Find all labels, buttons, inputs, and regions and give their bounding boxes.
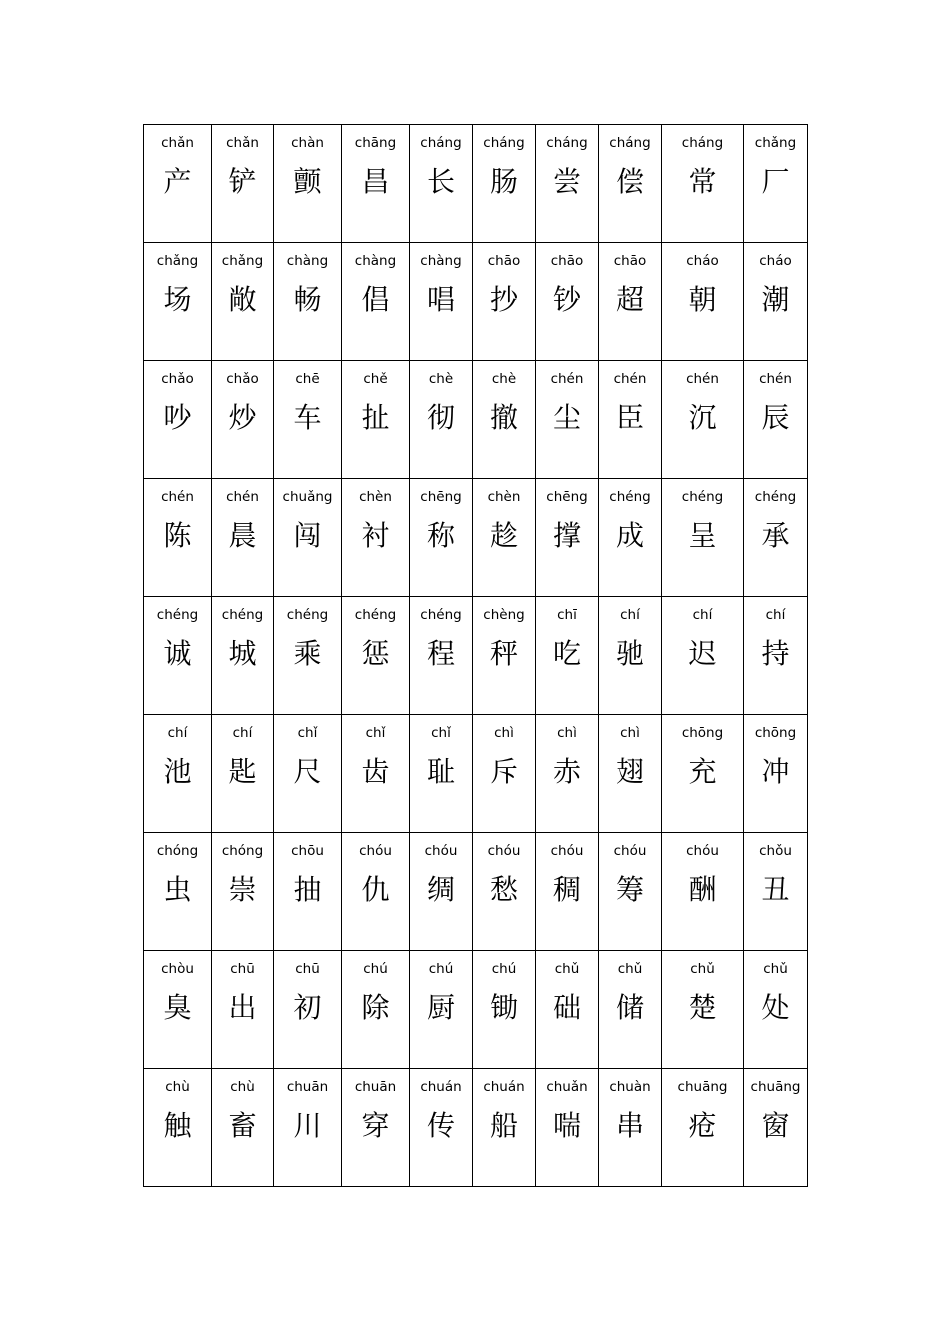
character-cell bbox=[410, 597, 473, 715]
hanzi-character: 趁 bbox=[489, 519, 518, 552]
character-cell bbox=[536, 361, 599, 479]
hanzi-character: 颤 bbox=[293, 165, 322, 198]
pinyin-label: chǔ bbox=[763, 961, 788, 977]
pinyin-label: chū bbox=[295, 961, 320, 977]
hanzi-character: 辰 bbox=[761, 401, 790, 434]
pinyin-label: chéng bbox=[754, 489, 797, 505]
hanzi-character: 晨 bbox=[228, 519, 257, 552]
hanzi-character: 成 bbox=[615, 519, 644, 552]
character-cell bbox=[536, 715, 599, 833]
pinyin-label: cháng bbox=[546, 135, 588, 151]
hanzi-character: 厨 bbox=[426, 991, 455, 1024]
character-cell bbox=[473, 833, 536, 951]
character-cell bbox=[473, 361, 536, 479]
pinyin-label: chǎng bbox=[156, 253, 199, 269]
pinyin-label: chèn bbox=[359, 489, 392, 505]
hanzi-character: 池 bbox=[163, 755, 192, 788]
pinyin-label: chǎo bbox=[226, 371, 259, 387]
pinyin-label: chù bbox=[165, 1079, 190, 1095]
hanzi-character: 呈 bbox=[688, 519, 717, 552]
character-cell bbox=[536, 243, 599, 361]
hanzi-character: 扯 bbox=[361, 401, 390, 434]
hanzi-character: 肠 bbox=[489, 165, 518, 198]
hanzi-character: 场 bbox=[163, 283, 192, 316]
hanzi-character: 储 bbox=[615, 991, 644, 1024]
character-cell bbox=[473, 597, 536, 715]
hanzi-character: 抄 bbox=[489, 283, 518, 316]
character-cell bbox=[342, 243, 410, 361]
hanzi-character: 城 bbox=[228, 637, 257, 670]
character-cell bbox=[599, 597, 662, 715]
pinyin-label: chū bbox=[230, 961, 255, 977]
character-cell bbox=[274, 125, 342, 243]
pinyin-label: chèng bbox=[483, 607, 525, 623]
hanzi-character: 船 bbox=[489, 1109, 518, 1142]
character-cell bbox=[599, 125, 662, 243]
character-cell bbox=[342, 833, 410, 951]
character-cell bbox=[744, 951, 808, 1069]
character-cell bbox=[473, 951, 536, 1069]
grid-row bbox=[144, 125, 808, 243]
character-cell bbox=[662, 361, 744, 479]
pinyin-label: cháng bbox=[483, 135, 525, 151]
character-cell bbox=[662, 1069, 744, 1187]
hanzi-character: 敞 bbox=[228, 283, 257, 316]
grid-body bbox=[144, 125, 808, 1187]
character-cell bbox=[144, 951, 212, 1069]
pinyin-label: chǎo bbox=[161, 371, 194, 387]
pinyin-label: chéng bbox=[420, 607, 462, 623]
hanzi-character: 畅 bbox=[293, 283, 322, 316]
character-cell bbox=[744, 361, 808, 479]
hanzi-character: 潮 bbox=[761, 283, 790, 316]
character-cell bbox=[473, 715, 536, 833]
pinyin-label: chén bbox=[613, 371, 647, 387]
hanzi-character: 充 bbox=[688, 755, 717, 788]
hanzi-character: 撤 bbox=[489, 401, 518, 434]
hanzi-character: 持 bbox=[761, 637, 790, 670]
pinyin-label: chǎng bbox=[221, 253, 264, 269]
pinyin-label: chí bbox=[692, 607, 713, 623]
hanzi-character: 长 bbox=[426, 165, 455, 198]
pinyin-label: chè bbox=[491, 371, 517, 387]
hanzi-character: 筹 bbox=[615, 873, 644, 906]
character-cell bbox=[410, 715, 473, 833]
hanzi-character: 抽 bbox=[293, 873, 322, 906]
character-cell bbox=[599, 361, 662, 479]
pinyin-label: chú bbox=[363, 961, 388, 977]
hanzi-character: 倡 bbox=[361, 283, 390, 316]
pinyin-label: chú bbox=[491, 961, 517, 977]
character-cell bbox=[599, 1069, 662, 1187]
character-cell bbox=[144, 243, 212, 361]
hanzi-character: 昌 bbox=[361, 165, 390, 198]
hanzi-character: 唱 bbox=[426, 283, 455, 316]
hanzi-character: 除 bbox=[361, 991, 390, 1024]
pinyin-label: chóu bbox=[686, 843, 719, 859]
hanzi-character: 匙 bbox=[228, 755, 257, 788]
character-cell bbox=[599, 479, 662, 597]
character-cell bbox=[212, 1069, 274, 1187]
grid-row bbox=[144, 951, 808, 1069]
character-cell bbox=[212, 597, 274, 715]
hanzi-character: 臭 bbox=[163, 991, 192, 1024]
character-cell bbox=[342, 125, 410, 243]
character-cell bbox=[473, 125, 536, 243]
character-cell bbox=[274, 597, 342, 715]
character-cell bbox=[212, 833, 274, 951]
pinyin-label: chì bbox=[494, 725, 514, 741]
pinyin-label: chuán bbox=[483, 1079, 525, 1095]
pinyin-label: chuán bbox=[420, 1079, 462, 1095]
character-cell bbox=[144, 125, 212, 243]
character-cell bbox=[599, 715, 662, 833]
pinyin-label: chù bbox=[230, 1079, 255, 1095]
pinyin-character-grid bbox=[143, 124, 808, 1187]
pinyin-label: chǔ bbox=[690, 961, 715, 977]
hanzi-character: 秤 bbox=[489, 637, 518, 670]
hanzi-character: 窗 bbox=[761, 1109, 790, 1142]
hanzi-character: 初 bbox=[293, 991, 322, 1024]
character-cell bbox=[212, 125, 274, 243]
pinyin-label: chàng bbox=[420, 253, 462, 269]
pinyin-label: chōng bbox=[681, 725, 724, 741]
character-cell bbox=[744, 479, 808, 597]
hanzi-character: 程 bbox=[426, 637, 455, 670]
pinyin-label: chéng bbox=[221, 607, 264, 623]
hanzi-character: 崇 bbox=[228, 873, 257, 906]
pinyin-label: chóu bbox=[424, 843, 458, 859]
pinyin-label: chàng bbox=[354, 253, 397, 269]
pinyin-label: cháng bbox=[609, 135, 651, 151]
pinyin-label: chóu bbox=[550, 843, 584, 859]
character-cell bbox=[473, 479, 536, 597]
hanzi-character: 沉 bbox=[688, 401, 717, 434]
character-cell bbox=[274, 361, 342, 479]
hanzi-character: 畜 bbox=[228, 1109, 257, 1142]
grid-row bbox=[144, 479, 808, 597]
pinyin-label: chàng bbox=[286, 253, 329, 269]
hanzi-character: 尝 bbox=[552, 165, 581, 198]
character-cell bbox=[410, 833, 473, 951]
hanzi-character: 承 bbox=[761, 519, 790, 552]
hanzi-character: 朝 bbox=[688, 283, 717, 316]
hanzi-character: 川 bbox=[293, 1109, 322, 1142]
hanzi-character: 尘 bbox=[552, 401, 581, 434]
pinyin-label: chí bbox=[167, 725, 188, 741]
pinyin-label: chuǎng bbox=[282, 489, 333, 505]
character-cell bbox=[473, 243, 536, 361]
hanzi-character: 吃 bbox=[552, 637, 581, 670]
hanzi-character: 串 bbox=[615, 1109, 644, 1142]
pinyin-label: cháng bbox=[420, 135, 462, 151]
pinyin-label: chéng bbox=[681, 489, 724, 505]
pinyin-label: chǐ bbox=[431, 725, 451, 741]
hanzi-character: 钞 bbox=[552, 283, 581, 316]
character-cell bbox=[342, 1069, 410, 1187]
hanzi-character: 彻 bbox=[426, 401, 455, 434]
pinyin-label: chōu bbox=[291, 843, 324, 859]
character-cell bbox=[144, 833, 212, 951]
character-cell bbox=[744, 125, 808, 243]
pinyin-label: chí bbox=[620, 607, 640, 623]
hanzi-character: 疮 bbox=[688, 1109, 717, 1142]
character-cell bbox=[212, 715, 274, 833]
character-cell bbox=[744, 243, 808, 361]
hanzi-character: 齿 bbox=[361, 755, 390, 788]
hanzi-character: 超 bbox=[615, 283, 644, 316]
pinyin-label: chǎn bbox=[161, 135, 194, 151]
character-cell bbox=[212, 361, 274, 479]
hanzi-character: 尺 bbox=[293, 755, 322, 788]
character-cell bbox=[144, 715, 212, 833]
character-cell bbox=[410, 125, 473, 243]
character-cell bbox=[599, 243, 662, 361]
pinyin-label: chǐ bbox=[297, 725, 318, 741]
pinyin-label: chén bbox=[686, 371, 719, 387]
pinyin-label: cháng bbox=[681, 135, 724, 151]
character-cell bbox=[536, 951, 599, 1069]
character-cell bbox=[744, 833, 808, 951]
pinyin-label: cháo bbox=[686, 253, 719, 269]
pinyin-label: chéng bbox=[156, 607, 199, 623]
character-cell bbox=[144, 597, 212, 715]
pinyin-label: chī bbox=[557, 607, 577, 623]
hanzi-character: 臣 bbox=[615, 401, 644, 434]
hanzi-character: 车 bbox=[293, 401, 322, 434]
pinyin-label: chóu bbox=[613, 843, 647, 859]
hanzi-character: 稠 bbox=[552, 873, 581, 906]
character-cell bbox=[744, 597, 808, 715]
character-cell bbox=[599, 833, 662, 951]
pinyin-label: chuāng bbox=[750, 1079, 801, 1095]
character-cell bbox=[274, 479, 342, 597]
character-cell bbox=[599, 951, 662, 1069]
pinyin-label: chóng bbox=[221, 843, 264, 859]
character-cell bbox=[342, 361, 410, 479]
pinyin-label: chēng bbox=[546, 489, 588, 505]
pinyin-label: chì bbox=[557, 725, 577, 741]
hanzi-character: 厂 bbox=[761, 165, 790, 198]
grid-row bbox=[144, 597, 808, 715]
hanzi-character: 楚 bbox=[688, 991, 717, 1024]
character-cell bbox=[662, 479, 744, 597]
character-cell bbox=[144, 1069, 212, 1187]
pinyin-label: cháo bbox=[759, 253, 792, 269]
hanzi-character: 衬 bbox=[361, 519, 390, 552]
character-cell bbox=[274, 951, 342, 1069]
hanzi-character: 称 bbox=[426, 519, 455, 552]
hanzi-character: 出 bbox=[228, 991, 257, 1024]
hanzi-character: 虫 bbox=[163, 873, 192, 906]
hanzi-character: 喘 bbox=[552, 1109, 581, 1142]
grid-row bbox=[144, 833, 808, 951]
character-cell bbox=[662, 243, 744, 361]
character-cell bbox=[662, 833, 744, 951]
grid-row bbox=[144, 243, 808, 361]
character-cell bbox=[662, 125, 744, 243]
grid-row bbox=[144, 715, 808, 833]
pinyin-label: chāo bbox=[613, 253, 647, 269]
pinyin-label: chǔ bbox=[554, 961, 580, 977]
character-cell bbox=[410, 361, 473, 479]
character-cell bbox=[410, 479, 473, 597]
hanzi-character: 丑 bbox=[761, 873, 790, 906]
hanzi-character: 础 bbox=[552, 991, 581, 1024]
character-cell bbox=[744, 715, 808, 833]
hanzi-character: 翅 bbox=[615, 755, 644, 788]
character-cell bbox=[410, 243, 473, 361]
pinyin-label: chuàn bbox=[609, 1079, 651, 1095]
hanzi-character: 冲 bbox=[761, 755, 790, 788]
character-cell bbox=[342, 479, 410, 597]
grid-row bbox=[144, 1069, 808, 1187]
pinyin-label: chàn bbox=[291, 135, 324, 151]
pinyin-label: chú bbox=[428, 961, 454, 977]
pinyin-label: chēng bbox=[420, 489, 462, 505]
hanzi-character: 惩 bbox=[361, 637, 390, 670]
character-cell bbox=[536, 597, 599, 715]
hanzi-character: 陈 bbox=[163, 519, 192, 552]
pinyin-label: chèn bbox=[487, 489, 521, 505]
character-cell bbox=[274, 833, 342, 951]
pinyin-label: chóu bbox=[359, 843, 392, 859]
pinyin-label: chéng bbox=[286, 607, 329, 623]
hanzi-character: 愁 bbox=[489, 873, 518, 906]
character-cell bbox=[536, 833, 599, 951]
pinyin-label: chén bbox=[550, 371, 584, 387]
character-cell bbox=[342, 715, 410, 833]
character-cell bbox=[662, 715, 744, 833]
pinyin-label: chǐ bbox=[365, 725, 386, 741]
character-cell bbox=[144, 361, 212, 479]
hanzi-character: 闯 bbox=[293, 519, 322, 552]
pinyin-label: chōng bbox=[754, 725, 797, 741]
pinyin-label: chāo bbox=[550, 253, 584, 269]
character-cell bbox=[473, 1069, 536, 1187]
hanzi-character: 撑 bbox=[552, 519, 581, 552]
character-cell bbox=[410, 1069, 473, 1187]
hanzi-character: 处 bbox=[761, 991, 790, 1024]
pinyin-label: chē bbox=[295, 371, 320, 387]
character-cell bbox=[342, 951, 410, 1069]
pinyin-label: chāng bbox=[354, 135, 397, 151]
character-cell bbox=[536, 1069, 599, 1187]
character-cell bbox=[274, 715, 342, 833]
character-cell bbox=[212, 243, 274, 361]
hanzi-character: 酬 bbox=[688, 873, 717, 906]
pinyin-label: chě bbox=[363, 371, 388, 387]
hanzi-character: 炒 bbox=[228, 401, 257, 434]
pinyin-label: chòu bbox=[161, 961, 194, 977]
character-cell bbox=[662, 951, 744, 1069]
hanzi-character: 穿 bbox=[361, 1109, 390, 1142]
character-cell bbox=[536, 479, 599, 597]
hanzi-character: 吵 bbox=[163, 401, 192, 434]
hanzi-character: 铲 bbox=[228, 165, 257, 198]
character-cell bbox=[744, 1069, 808, 1187]
hanzi-character: 迟 bbox=[688, 637, 717, 670]
pinyin-label: chóu bbox=[487, 843, 521, 859]
hanzi-character: 偿 bbox=[615, 165, 644, 198]
pinyin-label: chuǎn bbox=[546, 1079, 588, 1095]
pinyin-label: chāo bbox=[487, 253, 521, 269]
hanzi-character: 常 bbox=[688, 165, 717, 198]
pinyin-label: chǎn bbox=[226, 135, 259, 151]
hanzi-character: 斥 bbox=[489, 755, 518, 788]
pinyin-label: chén bbox=[226, 489, 259, 505]
hanzi-character: 产 bbox=[163, 165, 192, 198]
pinyin-label: chí bbox=[765, 607, 786, 623]
pinyin-label: chéng bbox=[609, 489, 651, 505]
hanzi-character: 诚 bbox=[163, 637, 192, 670]
pinyin-label: chuān bbox=[354, 1079, 397, 1095]
hanzi-character: 乘 bbox=[293, 637, 322, 670]
hanzi-character: 传 bbox=[426, 1109, 455, 1142]
pinyin-label: chǔ bbox=[617, 961, 643, 977]
pinyin-label: chéng bbox=[354, 607, 397, 623]
hanzi-character: 锄 bbox=[489, 991, 518, 1024]
hanzi-character: 驰 bbox=[615, 637, 644, 670]
pinyin-label: chén bbox=[759, 371, 792, 387]
hanzi-character: 赤 bbox=[552, 755, 581, 788]
pinyin-label: chén bbox=[161, 489, 194, 505]
pinyin-label: chè bbox=[428, 371, 454, 387]
character-cell bbox=[536, 125, 599, 243]
hanzi-character: 仇 bbox=[361, 873, 390, 906]
character-cell bbox=[342, 597, 410, 715]
pinyin-label: chǎng bbox=[754, 135, 797, 151]
pinyin-label: chuāng bbox=[677, 1079, 728, 1095]
character-cell bbox=[212, 479, 274, 597]
pinyin-label: chuān bbox=[286, 1079, 329, 1095]
character-cell bbox=[274, 1069, 342, 1187]
pinyin-label: chí bbox=[232, 725, 253, 741]
character-cell bbox=[662, 597, 744, 715]
character-cell bbox=[410, 951, 473, 1069]
pinyin-label: chǒu bbox=[759, 843, 792, 859]
pinyin-label: chì bbox=[620, 725, 640, 741]
hanzi-character: 触 bbox=[163, 1109, 192, 1142]
grid-row bbox=[144, 361, 808, 479]
character-cell bbox=[144, 479, 212, 597]
character-cell bbox=[274, 243, 342, 361]
pinyin-label: chóng bbox=[156, 843, 199, 859]
hanzi-character: 绸 bbox=[426, 873, 455, 906]
hanzi-character: 耻 bbox=[426, 755, 455, 788]
character-cell bbox=[212, 951, 274, 1069]
